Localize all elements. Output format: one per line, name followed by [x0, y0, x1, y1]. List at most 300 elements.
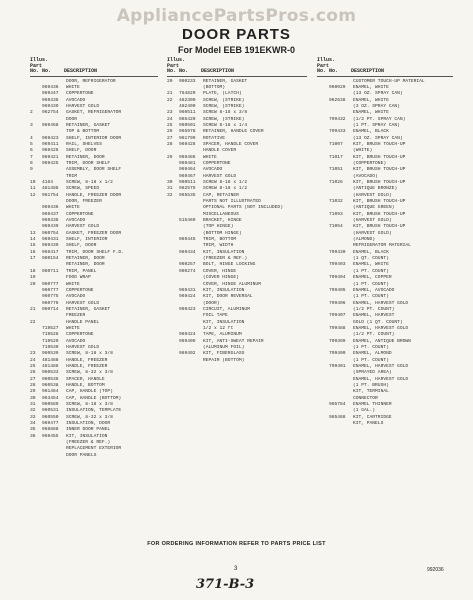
header-no: No. — [317, 68, 327, 74]
header-illus: Illus. Part — [317, 57, 336, 69]
part-number: 969431 — [42, 237, 59, 243]
header-no: No. — [167, 68, 177, 74]
part-number: 969409 — [179, 338, 196, 344]
part-description: ENAMEL, WHITE — [353, 262, 389, 268]
part-description: INNER DOOR PANEL — [66, 427, 111, 433]
part-number: 960029 — [329, 84, 346, 90]
part-number: 960531 — [42, 408, 59, 414]
illus-number: 5 — [30, 141, 33, 147]
part-number: 969428 — [179, 141, 196, 147]
part-description: COPPERTONE — [66, 332, 94, 338]
illus-number: 33 — [30, 414, 36, 420]
illus-number: 19 — [30, 275, 36, 281]
part-number: 719530 — [42, 344, 59, 350]
illus-number: 4 — [30, 135, 33, 141]
part-number: 961464 — [42, 389, 59, 395]
part-number: 799405 — [329, 287, 346, 293]
part-number: 960589 — [42, 402, 59, 408]
part-description: (DOOR) — [203, 300, 220, 306]
illus-number: 32 — [167, 192, 173, 198]
part-number: 960274 — [179, 268, 196, 274]
part-description: SHELF, DOOR — [66, 148, 97, 154]
divider — [317, 76, 453, 77]
part-description: SCREW, 8-18 x 1/2 — [66, 180, 113, 185]
part-number: 960233 — [179, 78, 196, 84]
part-description: ENAMEL, HARVEST GOLD — [353, 363, 409, 369]
part-description: WHITE — [66, 84, 80, 90]
part-description: SCREW, 8-18 x 3/8 — [66, 402, 113, 408]
part-description: RETAINER, HANDLE COVER — [203, 129, 264, 135]
part-description: HANDLE COVER — [203, 148, 237, 154]
part-description: KIT, BRUSH TOUCH-UP — [353, 167, 406, 173]
part-number: 482400 — [179, 103, 196, 109]
part-description: RETAINER, DOOR — [66, 262, 105, 268]
illus-number: 6 — [30, 148, 33, 154]
illus-number: 29 — [30, 389, 36, 395]
part-description: SCREW, (STRIKE) — [203, 97, 245, 103]
part-description: AVOCADO — [203, 167, 223, 173]
part-number: 962754 — [42, 110, 59, 116]
part-description: ENAMEL, HARVEST GOLD — [353, 376, 409, 382]
part-description: REPLACEMENT EXTERIOR — [66, 446, 122, 452]
part-description: CONNECTOR — [353, 395, 378, 401]
part-description: CUSTOMER TOUCH-UP MATERIAL — [353, 78, 425, 84]
part-number: 961799 — [179, 135, 196, 141]
part-description: (1 PT. COUNT) — [353, 281, 389, 287]
part-description: (BOTTOM HINGE) — [203, 230, 242, 236]
part-description: (1 PT. COUNT) — [353, 294, 389, 300]
part-description: (TOP HINGE) — [203, 224, 234, 230]
handwritten-note: 371-B-3 — [196, 577, 255, 592]
part-number: 969436 — [42, 205, 59, 211]
part-number: 969423 — [179, 306, 196, 312]
part-description: (AVOCADO) — [353, 173, 378, 179]
part-number: 799432 — [329, 116, 346, 122]
part-description: (FREEZER & REF.) — [66, 440, 111, 446]
part-description: WHITE — [66, 281, 80, 287]
part-number: 960550 — [42, 414, 59, 420]
part-description: WHITE — [66, 205, 80, 211]
part-number: 71007 — [329, 141, 343, 147]
part-number: 961754 — [42, 192, 59, 198]
parts-column-2 — [167, 58, 307, 364]
part-number: 71054 — [329, 224, 343, 230]
part-description: BRACKET, HINGE — [203, 218, 242, 224]
part-description: WHITE — [66, 325, 80, 331]
illus-number: 13 — [30, 230, 36, 236]
part-number: 969424 — [179, 332, 196, 338]
illus-number: 14 — [30, 237, 36, 243]
part-description: HANDLE, BOTTOM — [66, 383, 105, 388]
part-description: ENAMEL, ANTIQUE BROWN — [353, 338, 411, 344]
part-number: 969439 — [42, 243, 59, 249]
part-row — [30, 453, 158, 459]
part-description: (SPRAYED AREA) — [353, 370, 392, 376]
part-number: 969402 — [179, 351, 196, 357]
part-number — [179, 358, 203, 364]
part-description: GASKET, REFRIGERATOR — [66, 110, 122, 116]
part-description: BOLT, HINGE LOCKING — [203, 262, 256, 268]
part-number: 969425 — [42, 160, 59, 166]
illus-number: 35 — [30, 427, 36, 433]
part-number: 960511 — [179, 110, 196, 116]
part-description: GOLD (1 QT. COUNT) — [353, 319, 403, 325]
part-description: (COPPERTONE) — [353, 160, 387, 166]
part-description: DOOR PANELS — [66, 452, 97, 458]
part-description: RETAINER, GASKET — [66, 306, 111, 312]
part-description: (ALUMINUM FOIL) — [203, 344, 245, 350]
part-description: KIT, INSULATION — [203, 287, 245, 293]
part-description: RETAINER, DOOR — [66, 154, 105, 160]
part-description: KIT, INSULATION — [203, 249, 245, 255]
part-number: 799403 — [329, 262, 346, 268]
part-number: 969438 — [42, 97, 59, 103]
part-description: (BOTTOM) — [203, 84, 226, 90]
part-number: 969438 — [42, 218, 59, 224]
illus-number: 23 — [30, 351, 36, 357]
part-description: KIT, CARTRIDGE — [353, 414, 392, 420]
part-description: ENAMEL, BLACK — [353, 249, 389, 255]
part-number: 960538 — [42, 383, 59, 388]
part-description: COPPERTONE — [66, 211, 94, 217]
part-description: (13 OZ. SPRAY CAN) — [353, 135, 403, 141]
part-description: SPACER, HANDLE COVER — [203, 141, 259, 147]
part-number: 965420 — [179, 116, 196, 122]
header-part-no: No. — [179, 68, 189, 74]
part-number: 799399 — [329, 338, 346, 344]
illus-number: 22 — [167, 97, 173, 103]
part-description: (1 PT. COUNT) — [353, 344, 389, 350]
part-number: 969434 — [179, 249, 196, 255]
illus-number: 32 — [30, 408, 36, 414]
part-description: SCREW, 8-18 x 3/8 — [66, 351, 113, 357]
part-number: 764820 — [179, 91, 196, 97]
divider — [30, 76, 158, 77]
part-description: TRIM, WIDTH — [203, 243, 234, 249]
illus-number: 31 — [30, 402, 36, 408]
part-description: (1/2 PT. COUNT) — [353, 306, 395, 312]
part-description: FREEZER — [66, 313, 86, 319]
part-number: 719527 — [42, 325, 59, 331]
illus-number: 7 — [30, 154, 33, 160]
part-description: HANDLE, FREEZER — [66, 363, 108, 369]
part-description: ENAMEL, WHITE — [353, 110, 389, 116]
part-description: SCREW 8-18 x 1/4 — [203, 122, 248, 128]
part-description: KIT, BRUSH TOUCH-UP — [353, 154, 406, 160]
illus-number: 17 — [30, 256, 36, 262]
part-number: 799401 — [329, 363, 346, 369]
part-description: ENAMEL THINNER — [353, 402, 392, 408]
part-description: ENAMEL, HARVEST — [353, 313, 395, 319]
column-header-row2 — [30, 69, 158, 75]
part-description: RETAINER, GASKET — [203, 78, 248, 84]
header-illus: Illus. Part — [167, 57, 186, 69]
part-description: SCREW, (STRIKE) — [203, 116, 245, 122]
part-description: DOOR, FREEZER — [66, 199, 102, 205]
illus-number: 22 — [30, 319, 36, 325]
header-description: DESCRIPTION — [351, 68, 385, 74]
part-description: (ALMOND) — [353, 237, 376, 243]
part-number: 969439 — [42, 103, 59, 109]
part-description: KIT, TERMINAL — [353, 389, 389, 395]
part-description: (FREEZER & REF.) — [203, 256, 248, 262]
part-description: SCREW 8-18 x 1/2 — [203, 186, 248, 192]
part-description: (1 PT. BRUSH) — [353, 383, 389, 388]
part-number: 71026 — [329, 180, 343, 185]
part-number: 799404 — [329, 275, 346, 281]
part-description: TRIM, BOTTOM — [203, 237, 237, 243]
part-description: INSULATION, TEMPLATE — [66, 408, 122, 414]
illus-number: 30 — [30, 395, 36, 401]
parts-list — [317, 79, 453, 428]
part-description: (1 PT. SPRAY CAN) — [353, 122, 400, 128]
illus-number: 11 — [30, 186, 36, 192]
part-description: ENAMEL, AVOCADO — [353, 287, 395, 293]
part-description: TRIM, DOOR SHELF — [66, 160, 111, 166]
watermark: AppliancePartsPros.com — [116, 6, 357, 26]
part-number: 969477 — [42, 421, 59, 427]
page-subtitle: For Model EEB 191EKWR-0 — [177, 45, 296, 55]
part-description: (ANTIQUE GREEN) — [353, 205, 395, 211]
illus-number: 20 — [167, 78, 173, 84]
part-description: ENAMEL, BLACK — [353, 129, 389, 135]
illus-number: 36 — [30, 433, 36, 439]
part-number: 969481 — [179, 160, 196, 166]
part-description: (1 QT. COUNT) — [353, 256, 389, 262]
part-description: SHELF, DOOR — [66, 243, 97, 249]
part-number: 71032 — [329, 199, 343, 205]
part-number: 960711 — [42, 268, 59, 274]
illus-number: 20 — [30, 281, 36, 287]
part-number: 481488 — [42, 363, 59, 369]
part-number: 965978 — [179, 129, 196, 135]
part-description: COPPERTONE — [66, 91, 94, 97]
part-description: HARVEST GOLD — [203, 173, 237, 179]
part-description: (WHITE) — [353, 148, 373, 154]
part-description: SHELF, INTERIOR — [66, 237, 108, 243]
part-number: 962575 — [179, 186, 196, 192]
parts-column-3 — [317, 58, 453, 427]
part-description: ENAMEL, HARVEST GOLD — [353, 325, 409, 331]
part-number: 960257 — [179, 262, 196, 268]
part-number: 969426 — [42, 148, 59, 154]
part-description: RETAINER, GASKET — [66, 122, 111, 128]
part-number: 799430 — [329, 249, 346, 255]
part-number: 969467 — [179, 173, 196, 179]
part-description: RETAINER, DOOR — [66, 256, 105, 262]
part-number: 719529 — [42, 338, 59, 344]
part-description: (3 OZ. SPRAY CAN) — [353, 103, 400, 109]
part-number: 960536 — [42, 376, 59, 382]
illus-number: 21 — [167, 91, 173, 97]
part-description: HANDLE, FREEZER — [66, 357, 108, 363]
illus-number — [167, 358, 179, 364]
part-number: 969468 — [42, 122, 59, 128]
part-number — [42, 453, 66, 459]
illus-number: 26 — [30, 370, 36, 376]
header-illus: Illus. Part — [30, 57, 49, 69]
part-number: 799406 — [329, 300, 346, 306]
part-description: AVOCADO — [66, 338, 86, 344]
illus-number: 23 — [167, 110, 173, 116]
part-number: 960754 — [42, 230, 59, 236]
ordering-note: FOR ORDERING INFORMATION REFER TO PARTS PRICE LIST — [147, 541, 326, 547]
part-number: 960777 — [42, 287, 59, 293]
column-header-row2 — [167, 69, 307, 75]
part-description: SCREW, SPEED — [66, 186, 100, 192]
part-description: SPACER, HANDLE — [66, 376, 105, 382]
part-description: KIT, ANTI-SWEAT REPAIR — [203, 338, 264, 344]
part-description: HARVEST GOLD — [66, 103, 100, 109]
part-number: 960511 — [179, 180, 196, 185]
part-description: SCREW, 8-32 x 3/8 — [66, 414, 113, 420]
part-number: 960777 — [42, 281, 59, 287]
illus-number: 28 — [30, 383, 36, 388]
part-description: (COVER HINGE) — [203, 275, 239, 281]
part-number: 965784 — [329, 402, 346, 408]
part-description: (HARVEST GOLD) — [353, 230, 392, 236]
part-description: AVOCADO — [66, 218, 86, 224]
part-description: 1/2 x 12 ft — [203, 325, 234, 331]
part-number — [329, 421, 353, 427]
header-no: No. — [30, 68, 40, 74]
part-number: 71051 — [329, 167, 343, 173]
document-code: 992036 — [427, 567, 444, 573]
part-number: 960775 — [42, 294, 59, 300]
part-description: SCREW 8-18 x 3/8 — [203, 110, 248, 116]
part-description: TAPE, ALUMINUM — [203, 332, 242, 338]
illus-number: 34 — [30, 421, 36, 427]
illus-number: 12 — [30, 192, 36, 198]
illus-number: 25 — [30, 363, 36, 369]
part-number: 481488 — [42, 357, 59, 363]
illus-number: 24 — [30, 357, 36, 363]
header-description: DESCRIPTION — [64, 68, 98, 74]
part-description: SCREW, (STRIKE) — [203, 103, 245, 109]
part-number: 963454 — [42, 395, 59, 401]
part-number: 969421 — [42, 154, 59, 160]
part-description: HANDLE, FREEZER DOOR — [66, 192, 122, 198]
part-description: TOP & BOTTOM — [66, 129, 100, 135]
part-number: 969486 — [179, 154, 196, 160]
part-description: FOOD WRAP — [66, 275, 91, 281]
part-number: 71093 — [329, 211, 343, 217]
illus-number: 25 — [167, 122, 173, 128]
part-description: KIT, FIBERGLASS — [203, 351, 245, 357]
illus-number: 8 — [30, 160, 33, 166]
part-description: GASKET, FREEZER DOOR — [66, 230, 122, 236]
part-number: 969464 — [179, 167, 196, 173]
part-number: 969447 — [42, 91, 59, 97]
part-description: (HARVEST GOLD) — [353, 192, 392, 198]
part-description: TRIM, DOOR SHELF F.D. — [66, 249, 124, 255]
part-number: 719528 — [42, 332, 59, 338]
part-description: ENAMEL, WHITE — [353, 97, 389, 103]
illus-number: 28 — [167, 141, 173, 147]
part-description: ASSEMBLY, DOOR SHELF — [66, 167, 122, 173]
part-number: 515469 — [179, 218, 196, 224]
part-description: OPTIONAL PARTS (NOT INCLUDED) — [203, 205, 283, 211]
part-description: COVER, HINGE — [203, 268, 237, 274]
illus-number — [30, 453, 42, 459]
illus-number: 15 — [30, 243, 36, 249]
part-description: KIT, INSULATION — [203, 319, 245, 325]
illus-number: 3 — [30, 122, 33, 128]
part-number: 969423 — [42, 135, 59, 141]
parts-column-1 — [30, 58, 158, 459]
part-description: ENAMEL, COPPER — [353, 275, 392, 281]
part-description: HARVEST GOLD — [66, 224, 100, 230]
illus-number: 27 — [167, 135, 173, 141]
part-description: REPAIR (BOTTOM) — [203, 357, 245, 363]
part-description: SHELF, INTERIOR DOOR — [66, 135, 122, 141]
part-description: (1 GAL.) — [353, 408, 376, 414]
part-description: COPPERTONE — [66, 287, 94, 293]
part-description: RAIL, SHELVES — [66, 141, 102, 147]
illus-number: 29 — [167, 154, 173, 160]
illus-number — [317, 421, 329, 427]
part-row — [317, 421, 453, 427]
part-number: 969417 — [42, 249, 59, 255]
part-description: DOOR — [66, 116, 78, 122]
part-description: (HARVEST GOLD) — [353, 218, 392, 224]
part-number: 969424 — [179, 294, 196, 300]
part-description: (13 OZ. SPRAY CAN) — [353, 91, 403, 97]
part-description: ROTATIVE — [203, 135, 226, 141]
part-number: 969437 — [42, 211, 59, 217]
part-description: HANDLE PANEL — [66, 319, 100, 325]
part-number: 969436 — [42, 84, 59, 90]
header-part-no: No. — [42, 68, 52, 74]
part-description: KIT, BRUSH TOUCH-UP — [353, 141, 406, 147]
part-description: REFRIGERATOR MATERIAL — [353, 243, 411, 249]
part-description: FOIL TAPE — [203, 313, 228, 319]
page-number: 3 — [234, 566, 238, 572]
illus-number: 9 — [30, 167, 33, 173]
illus-number: 31 — [167, 186, 173, 192]
header-part-no: No. — [329, 68, 339, 74]
part-description: AVOCADO — [66, 294, 86, 300]
part-description: INSULATION, DOOR — [66, 421, 111, 427]
part-number: 968888 — [42, 427, 59, 433]
part-number: 960501 — [179, 122, 196, 128]
illus-number: 10 — [30, 180, 36, 185]
part-description: AVOCADO — [66, 97, 86, 103]
part-description: CAP, HANDLE (TOP) — [66, 389, 113, 395]
part-description: CAP, HANDLE (BOTTOM) — [66, 395, 122, 401]
illus-number: 26 — [167, 129, 173, 135]
part-description: KIT, BRUSH TOUCH-UP — [353, 199, 406, 205]
part-description: ENAMEL, HARVEST GOLD — [353, 300, 409, 306]
part-description: (1/2 PT. SPRAY CAN) — [353, 116, 406, 122]
illus-number: 2 — [30, 110, 33, 116]
part-number: 799488 — [329, 325, 346, 331]
part-description: (1/2 PT. COUNT) — [353, 332, 395, 338]
part-description: KIT, BRUSH TOUCH-UP — [353, 224, 406, 230]
part-description: KIT, PANELS — [353, 421, 384, 427]
header-description: DESCRIPTION — [201, 68, 235, 74]
part-description: KIT, DOOR REVERSAL — [203, 294, 253, 300]
page-title: DOOR PARTS — [182, 26, 291, 43]
part-description: KIT, BRUSH TOUCH-UP — [353, 180, 406, 185]
part-number: 71017 — [329, 154, 343, 160]
part-number: 969431 — [179, 287, 196, 293]
part-description: CIRCUIT, ALUMINUM — [203, 306, 250, 312]
part-number: 960714 — [42, 306, 59, 312]
part-description: KIT, INSULATION — [66, 433, 108, 439]
part-number: 799400 — [329, 351, 346, 357]
parts-list — [30, 79, 158, 460]
